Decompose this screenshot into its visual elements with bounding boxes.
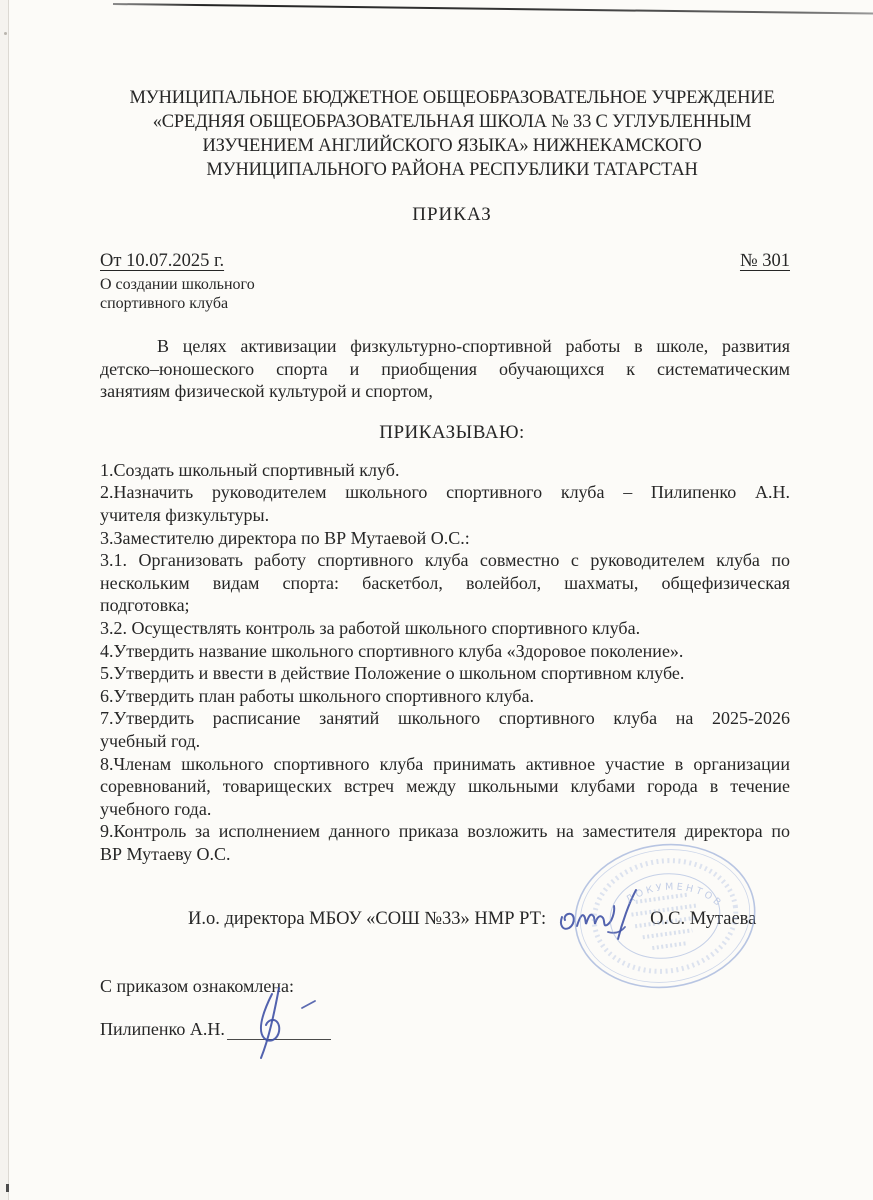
stamp-ring-word: ДОКУМЕНТОВ [624,881,725,911]
text-line: 5.Утвердить и ввести в действие Положение о школьном спортивном клубе. [100,663,685,684]
text-line: 6.Утвердить план работы школьного спортивного клуба. [100,685,535,706]
meta-row [100,249,790,273]
text-line: 9.Контроль за исполнением данного приказа возложить на заместителя директора по [100,821,790,842]
acknowledger-name: Пилипенко А.Н. [100,1019,225,1040]
scan-speck [6,1184,9,1192]
text-line: 3.2. Осуществлять контроль за работой школьного спортивного клуба. [100,617,641,638]
doc-number: № 301 [739,251,790,271]
acknowledgement-text: С приказом ознакомлена: [100,976,294,997]
paragraph [100,640,790,663]
signing-prefix: И.о. директора МБОУ «СОШ №33» НМР РТ: [188,909,547,930]
paragraph [100,662,790,685]
text-line: детско–юношеского спорта и приобщения обучающихся к систематическим [100,358,790,379]
text-line: нескольким видам спорта: баскетбол, волейбол, шахматы, общефизическая [100,572,790,593]
text-line: учебного года. [100,798,212,819]
text-line: 8.Членам школьного спортивного клуба принимать активное участие в организации [100,753,790,774]
doc-subject [100,275,790,313]
text-line: МУНИЦИПАЛЬНОЕ БЮДЖЕТНОЕ ОБЩЕОБРАЗОВАТЕЛЬНОЕ УЧРЕЖДЕНИЕ [129,88,775,108]
signature-underline [227,1038,331,1040]
paragraph [100,617,790,640]
preamble [100,335,790,403]
text-line: учителя физкультуры. [100,504,270,525]
paragraph [100,335,790,403]
orders-list [100,459,790,866]
official-stamp [560,828,769,1005]
text-line: 4.Утвердить название школьного спортивного клуба «Здоровое поколение». [100,640,684,661]
paragraph [100,549,790,617]
paragraph [100,459,790,482]
text-line: 3.1. Организовать работу спортивного клуба совместно с руководителем клуба по [100,550,790,571]
text-line: ВР Мутаеву О.С. [100,843,231,864]
text-line: подготовка; [100,595,190,616]
text-line: МУНИЦИПАЛЬНОГО РАЙОНА РЕСПУБЛИКИ ТАТАРСТАН [206,160,698,180]
text-line: В целях активизации физкультурно-спортивной работы в школе, развития [157,336,790,356]
text-line: 2.Назначить руководителем школьного спортивного клуба – Пилипенко А.Н. [100,482,790,503]
text-line: спортивного клуба [100,295,229,312]
paragraph [100,753,790,821]
acknowledgement-name-row [100,1018,790,1040]
text-line: 3.Заместителю директора по ВР Мутаевой О.С.: [100,527,470,548]
text-line: занятиям физической культурой и спортом, [100,381,433,402]
text-line: 7.Утвердить расписание занятий школьного спортивного клуба на 2025-2026 [100,708,790,729]
svg-text:ДОКУМЕНТОВ [623,874,726,923]
resolution-word: ПРИКАЗЫВАЮ: [379,421,525,443]
text-line: учебный год. [100,730,201,751]
text-line: соревнований, товарищеских встреч между школьными клубами города в течение [100,776,790,797]
text-line: ИЗУЧЕНИЕМ АНГЛИЙСКОГО ЯЗЫКА» НИЖНЕКАМСКОГО [202,136,702,156]
text-line: 1.Создать школьный спортивный клуб. [100,459,400,480]
text-line: О создании школьного [100,276,255,293]
org-header [100,86,790,182]
doc-type-title: ПРИКАЗ [412,204,492,225]
paragraph [100,707,790,752]
paragraph [100,481,790,526]
doc-date: От 10.07.2025 г. [100,251,225,271]
director-name: О.С. Мутаева [650,909,757,930]
text-line: «СРЕДНЯЯ ОБЩЕОБРАЗОВАТЕЛЬНАЯ ШКОЛА № 33 С УГЛУБЛЕННЫМ [152,112,752,132]
paragraph [100,685,790,708]
paragraph [100,527,790,550]
pilipenko-signature [242,986,334,1062]
